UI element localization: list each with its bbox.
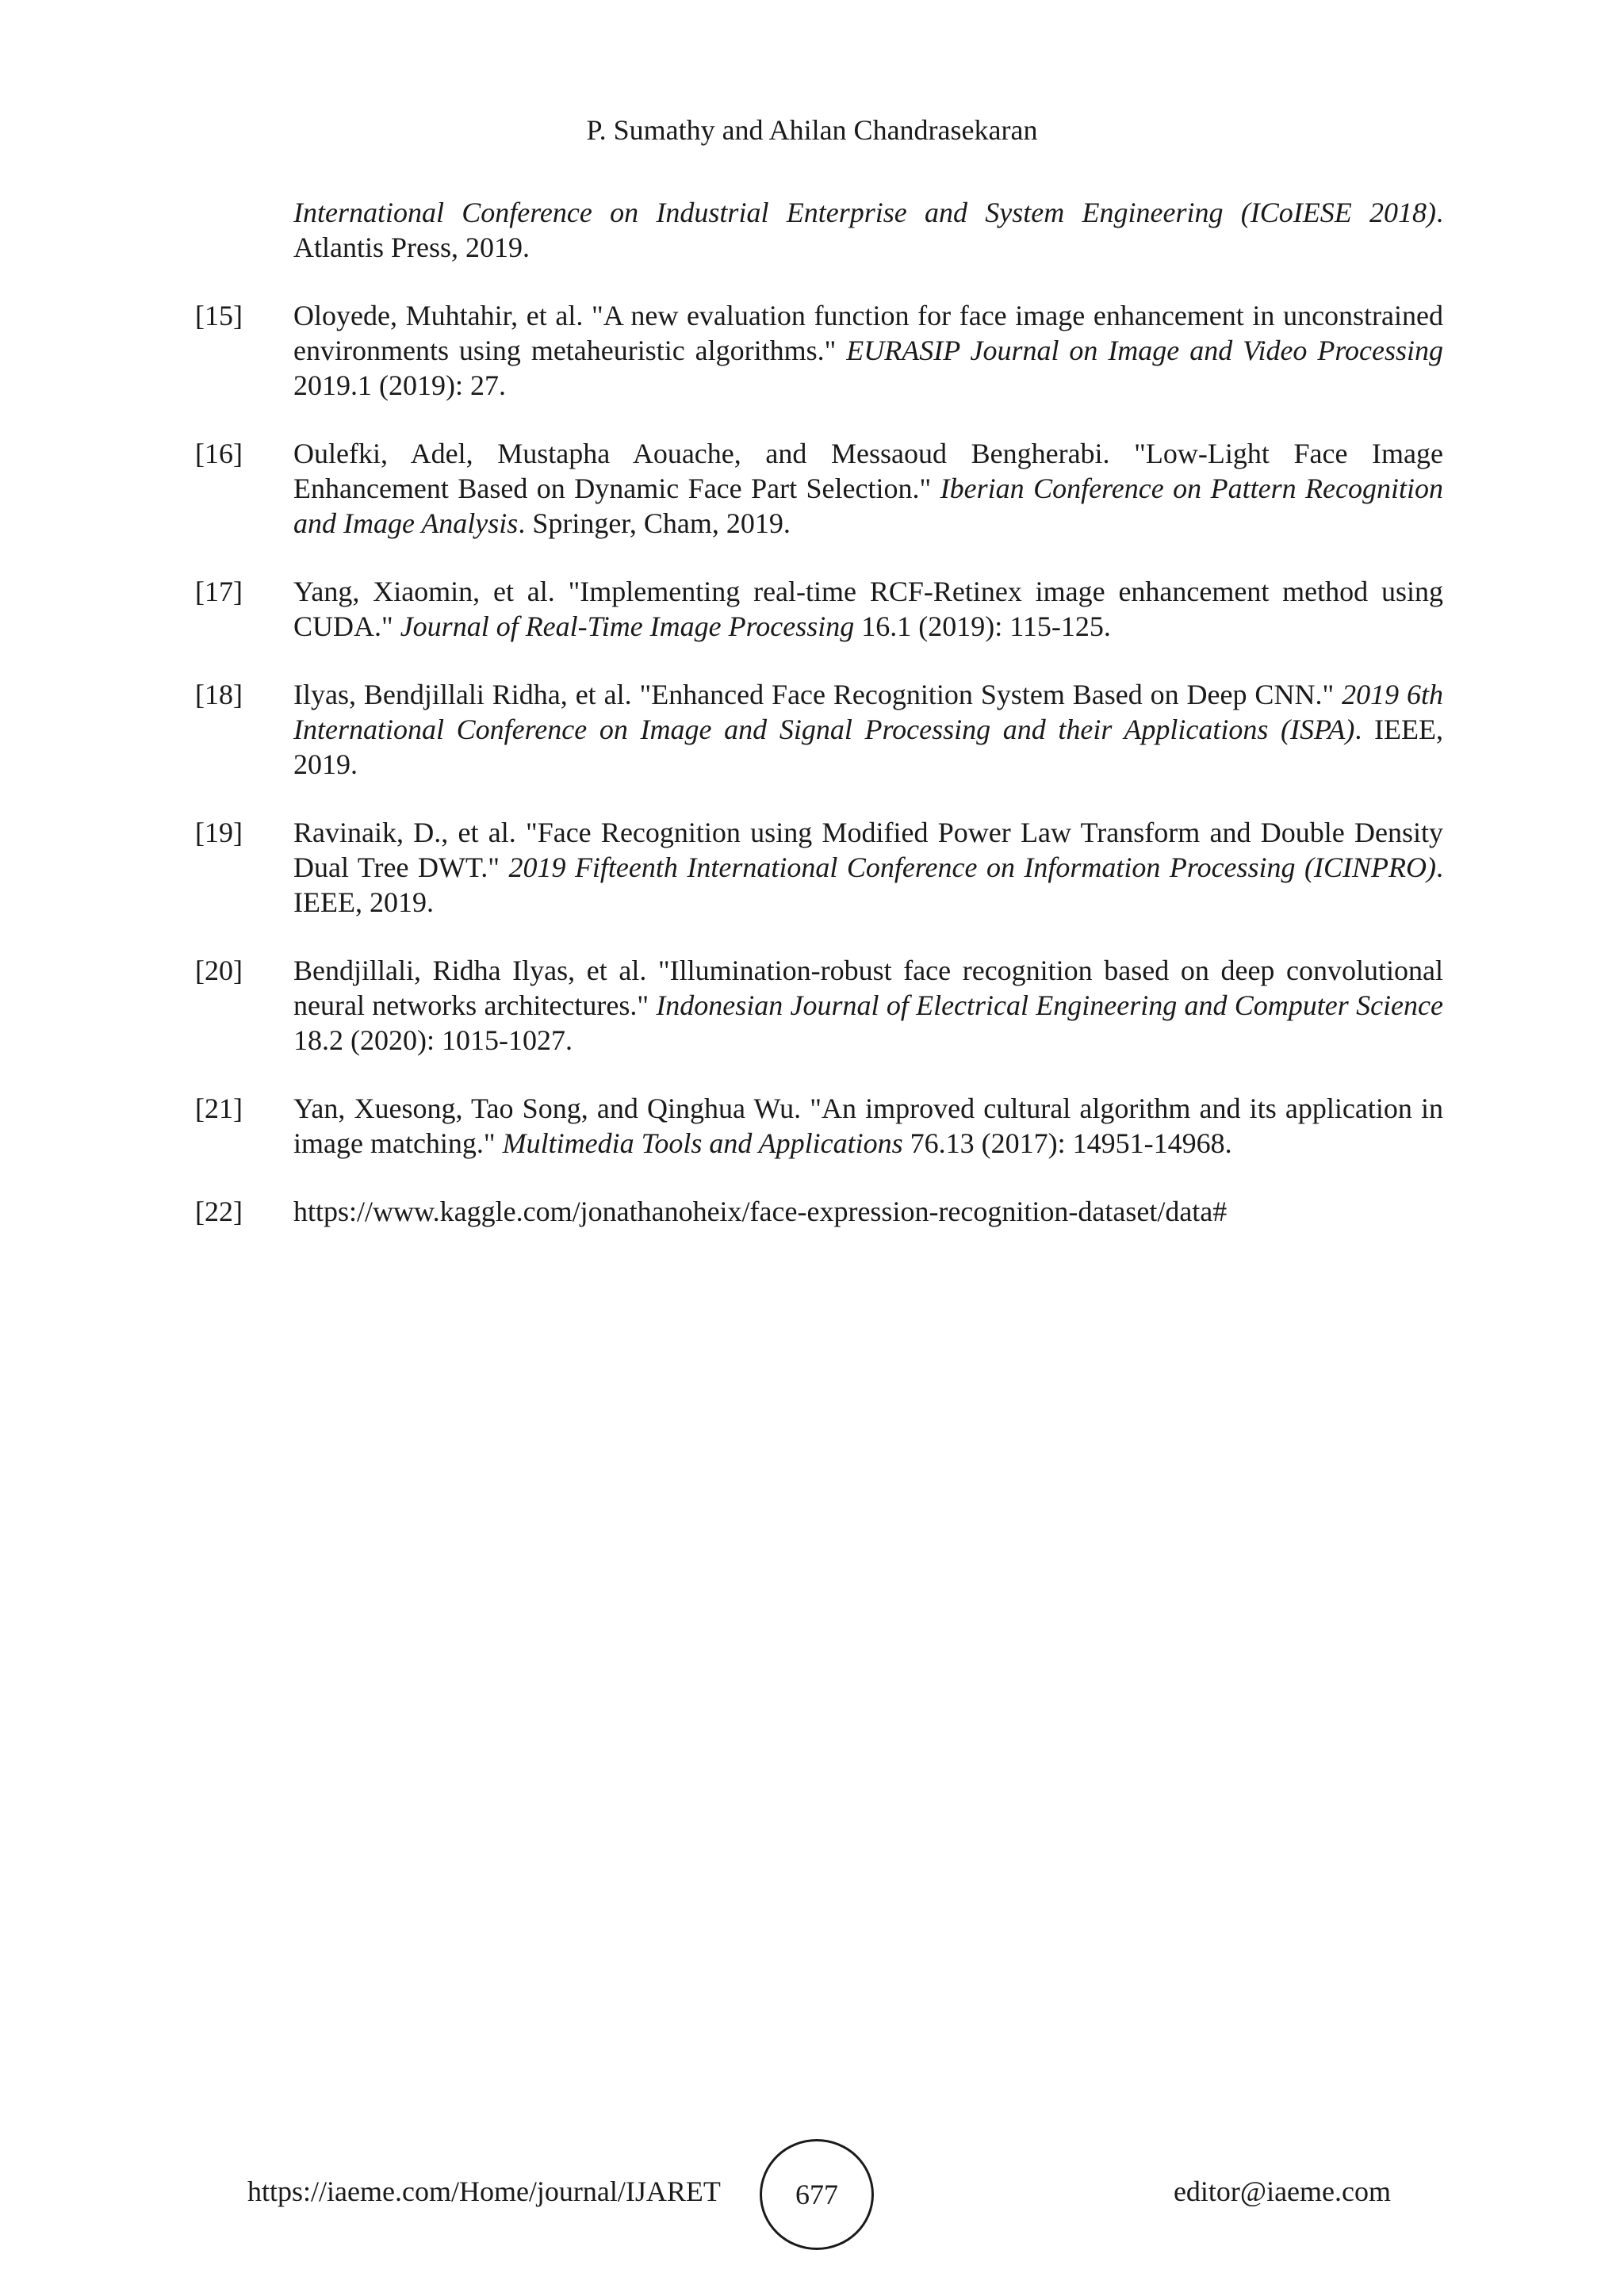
journal-url[interactable]: https://iaeme.com/Home/journal/IJARET [247,2175,721,2207]
reference-segment: Yan, Xuesong, Tao Song, and Qinghua Wu. "An improved cultural algorithm and its application in image matching." [293,1093,1443,1159]
reference-item [195,436,1443,541]
reference-number: [20] [195,955,243,986]
reference-text [293,1194,1443,1229]
reference-venue: Indonesian Journal of Electrical Engineering and Computer Science [656,989,1443,1021]
reference-number: [21] [195,1093,243,1124]
reference-item [195,195,1443,265]
reference-segment: Oloyede, Muhtahir, et al. "A new evaluation function for face image enhancement in unconstrained environments using metaheuristic algorithms." [293,300,1443,366]
reference-item [195,298,1443,403]
reference-text [293,1091,1443,1161]
reference-segment: 2019.1 (2019): 27. [293,369,506,401]
reference-venue: International Conference on Industrial Enterprise and System Engineering (ICoIESE 2018) [293,197,1436,228]
reference-segment: . Atlantis Press, 2019. [293,197,1443,263]
reference-venue: Journal of Real-Time Image Processing [400,610,855,642]
reference-segment: Oulefki, Adel, Mustapha Aouache, and Messaoud Bengherabi. "Low-Light Face Image Enhancement Based on Dynamic Face Part Selection." [293,438,1443,504]
reference-segment: Bendjillali, Ridha Ilyas, et al. "Illumination-robust face recognition based on deep convolutional neural networks architectures." [293,955,1443,1021]
reference-item [195,1194,1443,1229]
reference-number: [17] [195,576,243,607]
reference-venue: Multimedia Tools and Applications [502,1127,903,1159]
reference-text [293,574,1443,644]
reference-text [293,195,1443,265]
reference-item [195,1091,1443,1161]
reference-text [293,953,1443,1058]
reference-list [195,195,1443,1262]
reference-item [195,953,1443,1058]
reference-segment: . IEEE, 2019. [293,714,1443,780]
reference-number: [15] [195,300,243,331]
running-header: P. Sumathy and Ahilan Chandrasekaran [586,114,1038,146]
editor-email[interactable]: editor@iaeme.com [1173,2175,1391,2207]
reference-segment: Yang, Xiaomin, et al. "Implementing real-time RCF-Retinex image enhancement method using CUDA." [293,576,1443,642]
page-footer [0,2139,1624,2250]
reference-number: [16] [195,438,243,469]
reference-text [293,298,1443,403]
reference-text [293,436,1443,541]
page-number: 677 [760,2139,874,2250]
reference-item [195,815,1443,920]
reference-venue: Iberian Conference on Pattern Recognition and Image Analysis [293,473,1444,539]
reference-segment: https://www.kaggle.com/jonathanoheix/face-expression-recognition-dataset/data# [293,1196,1228,1227]
reference-venue: 2019 6th International Conference on Image and Signal Processing and their Applications (ISPA) [293,679,1443,745]
reference-segment: 76.13 (2017): 14951-14968. [902,1127,1232,1159]
reference-text [293,677,1443,782]
reference-segment: Ilyas, Bendjillali Ridha, et al. "Enhanced Face Recognition System Based on Deep CNN." [293,679,1342,710]
reference-venue: EURASIP Journal on Image and Video Processing [846,335,1443,366]
reference-segment: Ravinaik, D., et al. "Face Recognition using Modified Power Law Transform and Double Density Dual Tree DWT." [293,817,1443,883]
reference-number: [22] [195,1196,243,1227]
reference-number: [19] [195,817,243,848]
reference-text [293,815,1443,920]
reference-segment: . Springer, Cham, 2019. [518,507,791,539]
reference-item [195,574,1443,644]
reference-number: [18] [195,679,243,710]
reference-segment: 18.2 (2020): 1015-1027. [293,1024,573,1056]
reference-item [195,677,1443,782]
reference-segment: 16.1 (2019): 115-125. [854,610,1111,642]
reference-venue: 2019 Fifteenth International Conference on Information Processing (ICINPRO) [508,851,1436,883]
reference-segment: . IEEE, 2019. [293,851,1443,918]
